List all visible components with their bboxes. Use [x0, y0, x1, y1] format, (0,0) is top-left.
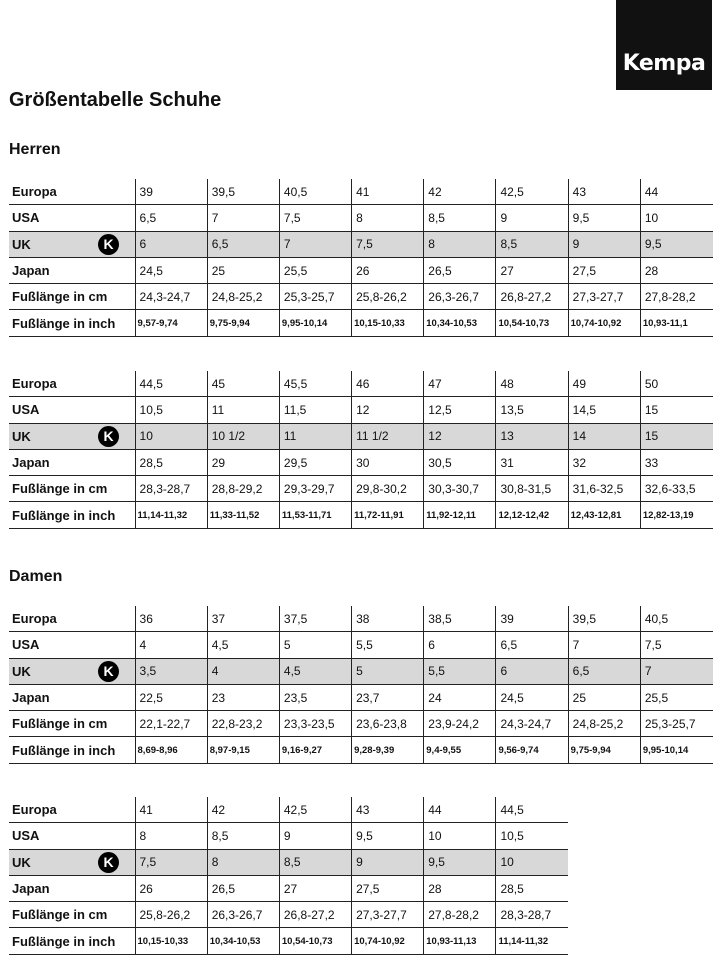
size-cell: 11,92-12,11	[424, 502, 496, 528]
row-label	[9, 257, 135, 283]
row-label-text: UK	[12, 236, 31, 252]
row-label-text: Fußlänge in inch	[12, 933, 116, 949]
size-cell: 10,34-10,53	[207, 928, 279, 954]
row-label	[9, 179, 135, 205]
row-label-text: Fußlänge in cm	[12, 289, 108, 305]
size-cell: 26,8-27,2	[496, 284, 568, 310]
row-label-text: USA	[12, 402, 40, 418]
row-label-text: Fußlänge in cm	[12, 716, 108, 732]
size-cell: 27,5	[568, 257, 640, 283]
size-cell: 22,5	[135, 684, 207, 710]
table-row	[9, 310, 713, 336]
size-cell: 7,5	[279, 205, 351, 231]
row-label	[9, 902, 135, 928]
size-cell: 15	[640, 423, 712, 449]
row-label-text: UK	[12, 428, 31, 444]
size-cell: 8	[352, 205, 424, 231]
size-cell: 10,93-11,1	[640, 310, 712, 336]
size-cell: 44,5	[496, 797, 568, 823]
row-label-text: Fußlänge in inch	[12, 507, 116, 523]
size-cell: 30,5	[424, 449, 496, 475]
table-row	[9, 257, 713, 283]
size-cell: 37	[207, 606, 279, 632]
size-cell: 30,8-31,5	[496, 476, 568, 502]
table-row	[9, 231, 713, 257]
size-cell: 45	[207, 371, 279, 397]
size-cell: 29	[207, 449, 279, 475]
size-cell: 24,3-24,7	[496, 711, 568, 737]
size-cell: 43	[568, 179, 640, 205]
size-cell: 14	[568, 423, 640, 449]
size-cell: 27,3-27,7	[352, 902, 424, 928]
size-cell: 10	[135, 423, 207, 449]
row-label	[9, 737, 135, 763]
size-cell: 32	[568, 449, 640, 475]
size-cell: 24,5	[496, 684, 568, 710]
row-label	[9, 502, 135, 528]
size-cell: 10,5	[135, 397, 207, 423]
size-cell: 6	[135, 231, 207, 257]
size-cell: 29,3-29,7	[279, 476, 351, 502]
size-cell: 24	[424, 684, 496, 710]
size-cell: 5	[279, 632, 351, 658]
size-cell: 9,95-10,14	[640, 737, 712, 763]
size-cell: 6,5	[496, 632, 568, 658]
size-cell: 28	[424, 875, 496, 901]
size-cell: 5,5	[352, 632, 424, 658]
table-row	[9, 928, 568, 954]
kempa-k-icon: K	[98, 661, 119, 682]
table-row	[9, 823, 568, 849]
size-cell: 6	[424, 632, 496, 658]
size-cell: 42,5	[279, 797, 351, 823]
table-row	[9, 423, 713, 449]
size-cell: 29,8-30,2	[352, 476, 424, 502]
table-row	[9, 658, 713, 684]
size-table	[9, 179, 713, 337]
size-cell: 23,3-23,5	[279, 711, 351, 737]
size-cell: 10	[496, 849, 568, 875]
size-cell: 10,15-10,33	[135, 928, 207, 954]
size-cell: 42,5	[496, 179, 568, 205]
table-row	[9, 502, 713, 528]
size-cell: 28,8-29,2	[207, 476, 279, 502]
size-cell: 11	[207, 397, 279, 423]
size-cell: 49	[568, 371, 640, 397]
size-cell: 10,54-10,73	[496, 310, 568, 336]
row-label-text: Japan	[12, 690, 50, 706]
size-cell: 10,93-11,13	[424, 928, 496, 954]
size-cell: 25	[568, 684, 640, 710]
size-cell: 8,5	[424, 205, 496, 231]
size-cell: 39	[496, 606, 568, 632]
size-cell: 25,8-26,2	[352, 284, 424, 310]
size-cell: 6,5	[207, 231, 279, 257]
size-cell: 42	[424, 179, 496, 205]
size-cell: 9	[568, 231, 640, 257]
table-row	[9, 737, 713, 763]
row-label-text: Fußlänge in inch	[12, 742, 116, 758]
size-cell: 27	[496, 257, 568, 283]
size-cell: 12,12-12,42	[496, 502, 568, 528]
size-cell: 9	[279, 823, 351, 849]
size-cell: 23,7	[352, 684, 424, 710]
row-label-text: USA	[12, 637, 40, 653]
size-cell: 27,3-27,7	[568, 284, 640, 310]
size-cell: 7,5	[640, 632, 712, 658]
row-label-text: Japan	[12, 455, 50, 471]
size-cell: 11,53-11,71	[279, 502, 351, 528]
size-cell: 9,56-9,74	[496, 737, 568, 763]
size-cell: 26	[135, 875, 207, 901]
size-cell: 10	[640, 205, 712, 231]
size-cell: 46	[352, 371, 424, 397]
size-cell: 13,5	[496, 397, 568, 423]
row-label-text: Europa	[12, 376, 57, 392]
size-cell: 28,3-28,7	[496, 902, 568, 928]
size-cell: 11,33-11,52	[207, 502, 279, 528]
row-label	[9, 310, 135, 336]
kempa-k-icon: K	[98, 852, 119, 873]
size-cell: 39	[135, 179, 207, 205]
table-row	[9, 179, 713, 205]
row-label-text: USA	[12, 210, 40, 226]
size-cell: 47	[424, 371, 496, 397]
row-label	[9, 476, 135, 502]
row-label	[9, 449, 135, 475]
size-cell: 42	[207, 797, 279, 823]
row-label-text: Fußlänge in inch	[12, 315, 116, 331]
size-cell: 28,3-28,7	[135, 476, 207, 502]
size-cell: 29,5	[279, 449, 351, 475]
size-cell: 9,28-9,39	[352, 737, 424, 763]
size-cell: 40,5	[279, 179, 351, 205]
size-cell: 26,3-26,7	[424, 284, 496, 310]
size-cell: 38	[352, 606, 424, 632]
size-cell: 25,5	[279, 257, 351, 283]
size-cell: 10,74-10,92	[568, 310, 640, 336]
size-cell: 4	[207, 658, 279, 684]
size-cell: 23,5	[279, 684, 351, 710]
row-label-text: USA	[12, 828, 40, 844]
size-cell: 22,1-22,7	[135, 711, 207, 737]
row-label	[9, 397, 135, 423]
size-cell: 25,5	[640, 684, 712, 710]
size-cell: 7	[640, 658, 712, 684]
size-cell: 4,5	[279, 658, 351, 684]
size-cell: 6,5	[135, 205, 207, 231]
size-cell: 25	[207, 257, 279, 283]
size-cell: 31,6-32,5	[568, 476, 640, 502]
table-row	[9, 476, 713, 502]
brand-name: Kempa	[622, 51, 706, 76]
size-cell: 36	[135, 606, 207, 632]
size-cell: 50	[640, 371, 712, 397]
size-cell: 26,8-27,2	[279, 902, 351, 928]
size-cell: 5	[352, 658, 424, 684]
size-cell: 7	[207, 205, 279, 231]
size-cell: 9,75-9,94	[207, 310, 279, 336]
size-cell: 23	[207, 684, 279, 710]
table-row	[9, 632, 713, 658]
size-cell: 10,54-10,73	[279, 928, 351, 954]
size-cell: 9,5	[640, 231, 712, 257]
page-title: Größentabelle Schuhe	[9, 89, 222, 111]
size-cell: 9,5	[352, 823, 424, 849]
size-cell: 43	[352, 797, 424, 823]
row-label	[9, 875, 135, 901]
size-cell: 44	[640, 179, 712, 205]
size-cell: 9	[352, 849, 424, 875]
size-cell: 37,5	[279, 606, 351, 632]
size-cell: 27,8-28,2	[640, 284, 712, 310]
row-label	[9, 711, 135, 737]
table-row	[9, 606, 713, 632]
size-cell: 40,5	[640, 606, 712, 632]
size-cell: 45,5	[279, 371, 351, 397]
size-cell: 48	[496, 371, 568, 397]
size-cell: 8	[207, 849, 279, 875]
table-row	[9, 849, 568, 875]
size-cell: 30	[352, 449, 424, 475]
size-cell: 9,95-10,14	[279, 310, 351, 336]
kempa-k-icon: K	[98, 234, 119, 255]
row-label	[9, 632, 135, 658]
size-cell: 33	[640, 449, 712, 475]
table-row	[9, 205, 713, 231]
size-cell: 7	[568, 632, 640, 658]
row-label	[9, 284, 135, 310]
size-cell: 6,5	[568, 658, 640, 684]
size-cell: 9	[496, 205, 568, 231]
size-cell: 13	[496, 423, 568, 449]
table-row	[9, 449, 713, 475]
size-cell: 10,15-10,33	[352, 310, 424, 336]
size-cell: 26,5	[207, 875, 279, 901]
row-label	[9, 231, 135, 257]
size-cell: 9,57-9,74	[135, 310, 207, 336]
size-cell: 9,5	[424, 849, 496, 875]
size-cell: 28,5	[496, 875, 568, 901]
row-label-text: UK	[12, 663, 31, 679]
size-cell: 9,75-9,94	[568, 737, 640, 763]
size-cell: 44,5	[135, 371, 207, 397]
size-cell: 24,5	[135, 257, 207, 283]
section-heading-herren: Herren	[9, 141, 61, 158]
row-label	[9, 205, 135, 231]
table-row	[9, 711, 713, 737]
row-label	[9, 371, 135, 397]
size-cell: 39,5	[207, 179, 279, 205]
size-cell: 10	[424, 823, 496, 849]
size-cell: 25,3-25,7	[640, 711, 712, 737]
size-cell: 7	[279, 231, 351, 257]
size-cell: 9,5	[568, 205, 640, 231]
size-table	[9, 371, 713, 529]
size-cell: 27,5	[352, 875, 424, 901]
size-cell: 38,5	[424, 606, 496, 632]
size-cell: 12,82-13,19	[640, 502, 712, 528]
size-cell: 10,34-10,53	[424, 310, 496, 336]
row-label	[9, 823, 135, 849]
size-cell: 3,5	[135, 658, 207, 684]
size-cell: 11	[279, 423, 351, 449]
size-cell: 8,5	[207, 823, 279, 849]
table-row	[9, 875, 568, 901]
size-table	[9, 606, 713, 764]
size-cell: 23,9-24,2	[424, 711, 496, 737]
size-cell: 26	[352, 257, 424, 283]
size-cell: 31	[496, 449, 568, 475]
size-cell: 7,5	[352, 231, 424, 257]
size-cell: 12,43-12,81	[568, 502, 640, 528]
table-row	[9, 902, 568, 928]
size-cell: 15	[640, 397, 712, 423]
row-label-text: Europa	[12, 611, 57, 627]
size-cell: 8,5	[279, 849, 351, 875]
size-cell: 8	[424, 231, 496, 257]
row-label	[9, 849, 135, 875]
size-cell: 26,3-26,7	[207, 902, 279, 928]
size-cell: 24,8-25,2	[568, 711, 640, 737]
size-cell: 11,14-11,32	[135, 502, 207, 528]
size-cell: 32,6-33,5	[640, 476, 712, 502]
size-cell: 11,5	[279, 397, 351, 423]
table-row	[9, 684, 713, 710]
size-cell: 27,8-28,2	[424, 902, 496, 928]
size-cell: 24,8-25,2	[207, 284, 279, 310]
kempa-k-icon: K	[98, 426, 119, 447]
row-label	[9, 658, 135, 684]
size-cell: 44	[424, 797, 496, 823]
table-row	[9, 797, 568, 823]
size-cell: 11,72-11,91	[352, 502, 424, 528]
size-cell: 9,4-9,55	[424, 737, 496, 763]
size-cell: 7,5	[135, 849, 207, 875]
table-row	[9, 397, 713, 423]
size-cell: 12	[424, 423, 496, 449]
row-label-text: UK	[12, 854, 31, 870]
row-label-text: Japan	[12, 263, 50, 279]
size-cell: 25,8-26,2	[135, 902, 207, 928]
size-cell: 41	[352, 179, 424, 205]
size-cell: 24,3-24,7	[135, 284, 207, 310]
size-cell: 8,69-8,96	[135, 737, 207, 763]
size-cell: 10,74-10,92	[352, 928, 424, 954]
size-cell: 12,5	[424, 397, 496, 423]
size-cell: 8,97-9,15	[207, 737, 279, 763]
row-label	[9, 684, 135, 710]
size-cell: 30,3-30,7	[424, 476, 496, 502]
size-table	[9, 797, 568, 955]
size-cell: 12	[352, 397, 424, 423]
size-cell: 8	[135, 823, 207, 849]
kempa-logo	[616, 0, 712, 90]
row-label-text: Fußlänge in cm	[12, 907, 108, 923]
size-cell: 26,5	[424, 257, 496, 283]
size-cell: 11 1/2	[352, 423, 424, 449]
size-cell: 10,5	[496, 823, 568, 849]
size-cell: 4,5	[207, 632, 279, 658]
size-cell: 6	[496, 658, 568, 684]
row-label-text: Japan	[12, 881, 50, 897]
section-heading-damen: Damen	[9, 568, 63, 585]
row-label	[9, 423, 135, 449]
size-cell: 5,5	[424, 658, 496, 684]
table-row	[9, 284, 713, 310]
size-cell: 8,5	[496, 231, 568, 257]
size-cell: 10 1/2	[207, 423, 279, 449]
size-cell: 14,5	[568, 397, 640, 423]
size-cell: 9,16-9,27	[279, 737, 351, 763]
row-label	[9, 797, 135, 823]
size-cell: 23,6-23,8	[352, 711, 424, 737]
size-cell: 27	[279, 875, 351, 901]
size-cell: 11,14-11,32	[496, 928, 568, 954]
row-label-text: Europa	[12, 184, 57, 200]
row-label	[9, 928, 135, 954]
size-cell: 25,3-25,7	[279, 284, 351, 310]
size-cell: 22,8-23,2	[207, 711, 279, 737]
row-label-text: Fußlänge in cm	[12, 481, 108, 497]
size-cell: 28,5	[135, 449, 207, 475]
size-cell: 4	[135, 632, 207, 658]
size-cell: 39,5	[568, 606, 640, 632]
table-row	[9, 371, 713, 397]
size-cell: 28	[640, 257, 712, 283]
row-label	[9, 606, 135, 632]
size-cell: 41	[135, 797, 207, 823]
row-label-text: Europa	[12, 802, 57, 818]
